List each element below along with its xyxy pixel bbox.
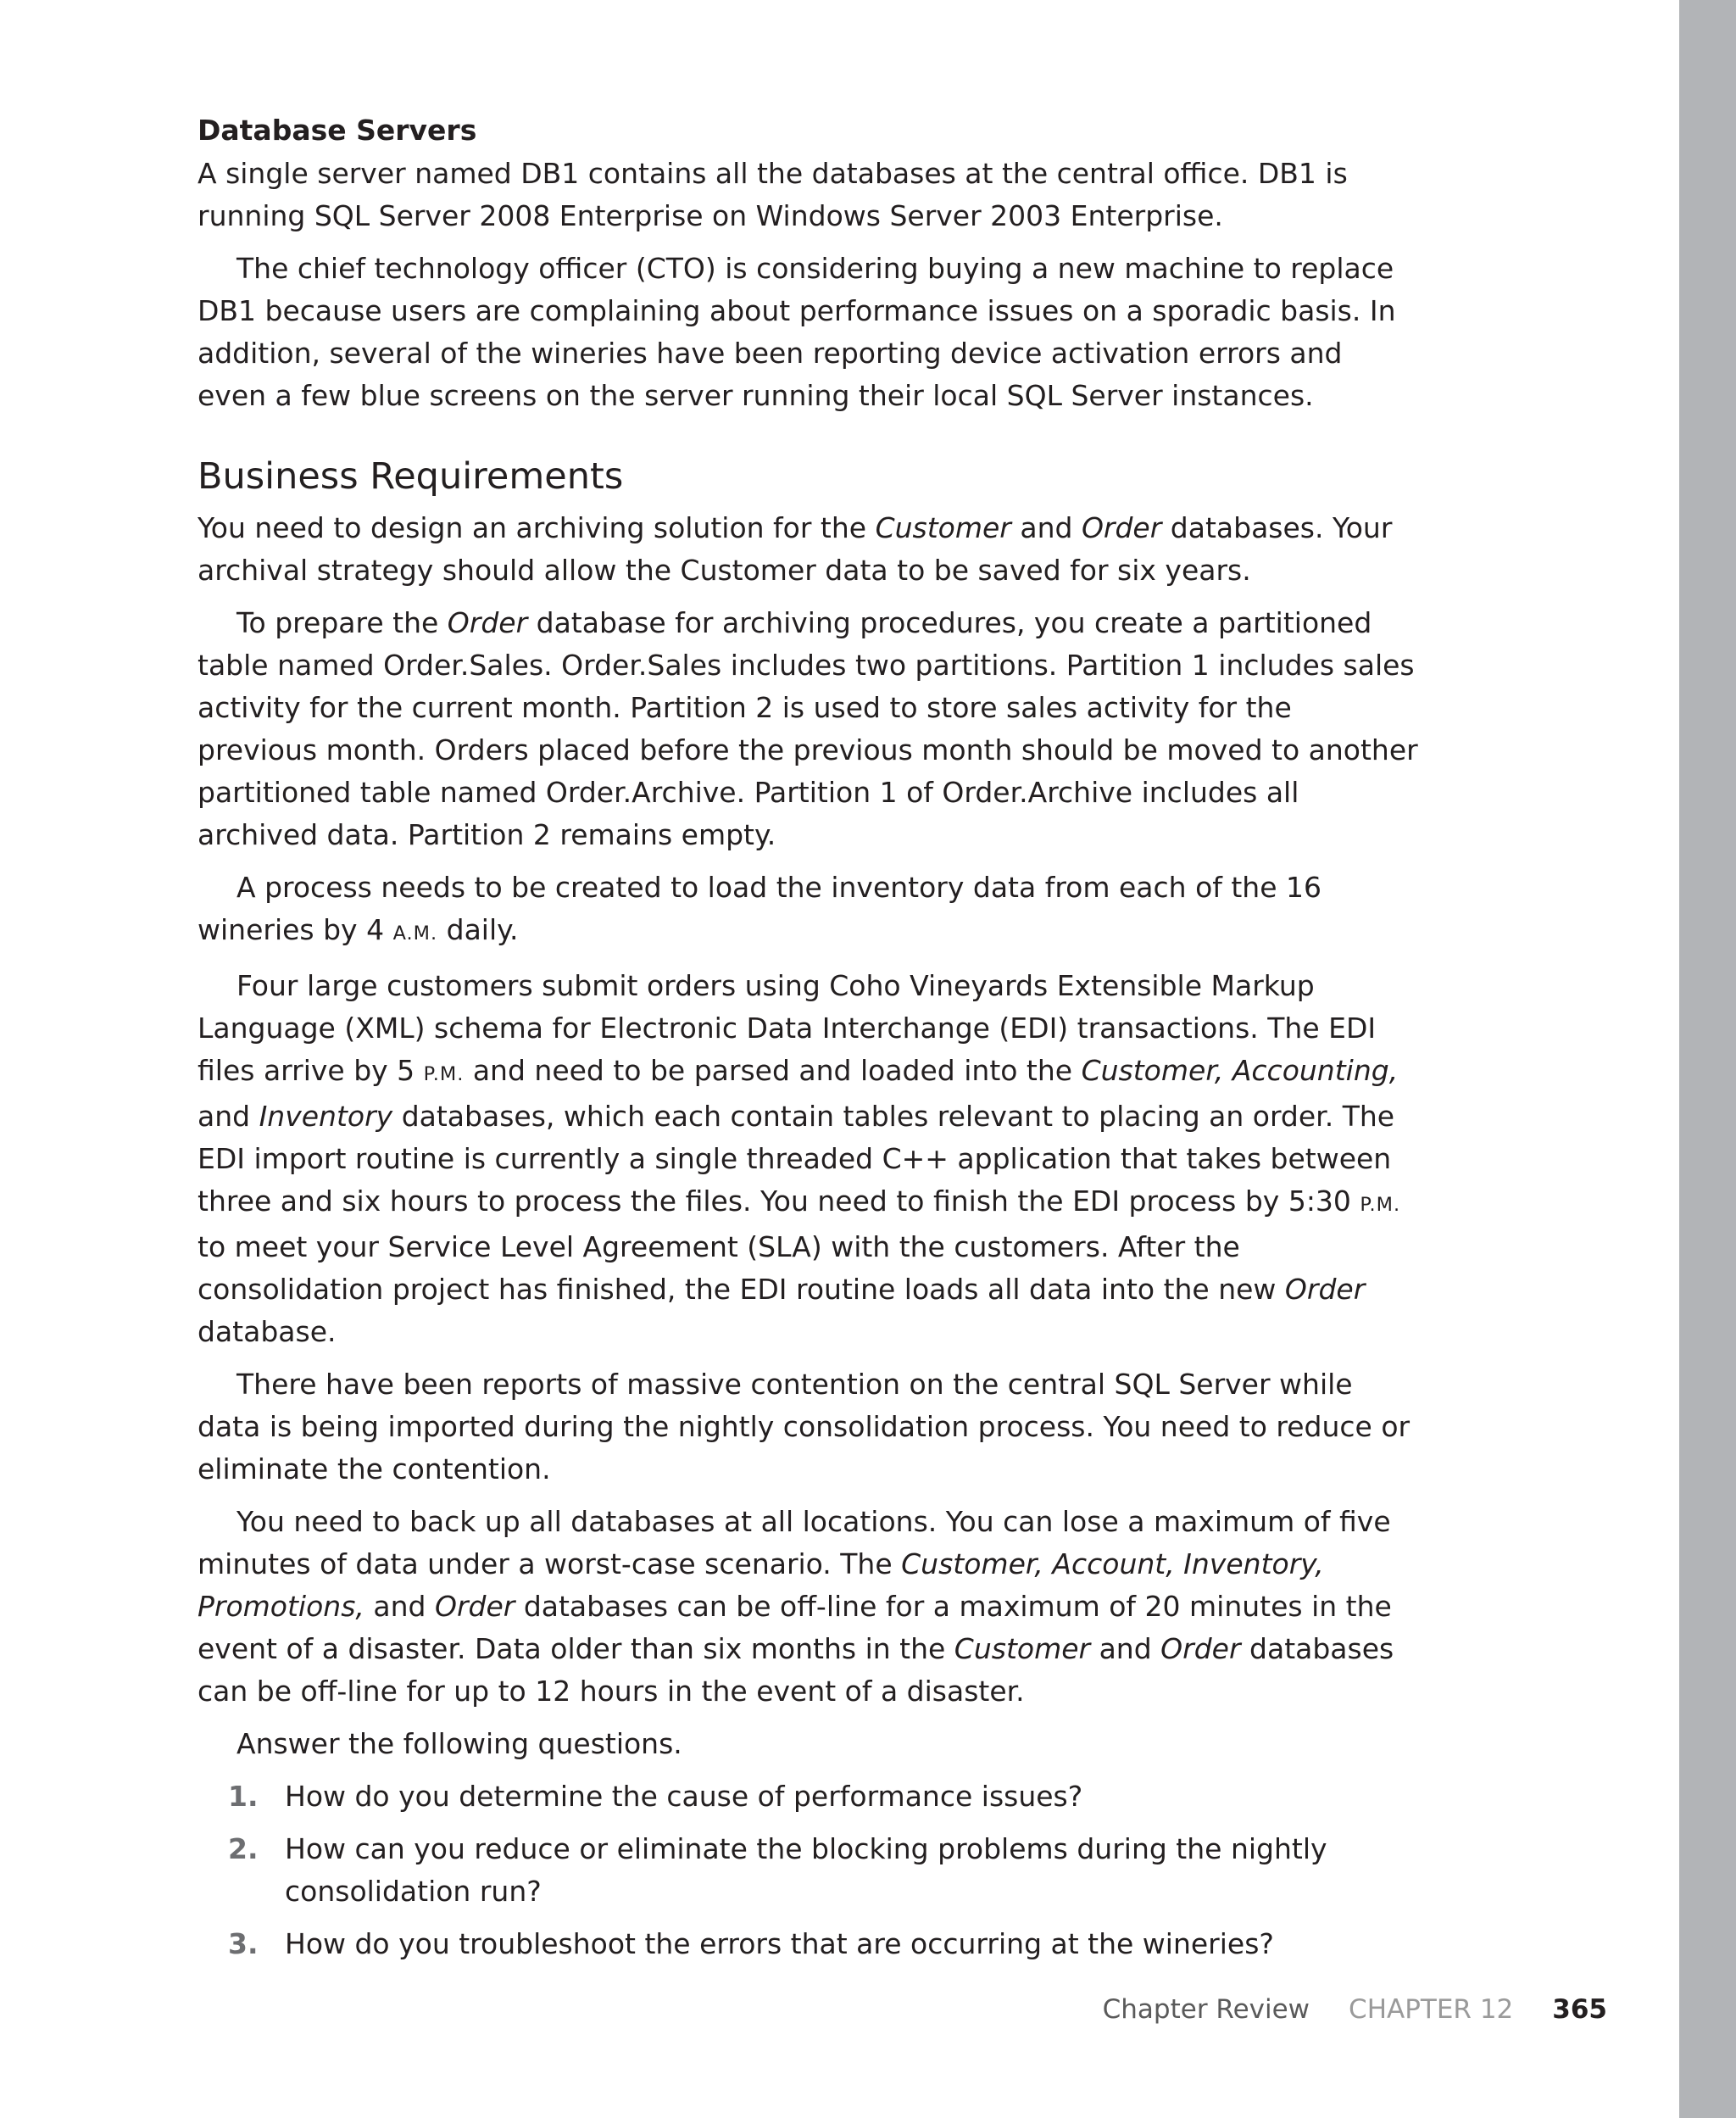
paragraph: The chief technology officer (CTO) is considering buying a new machine to replace DB1 because users are complaining about performance issues on a sporadic basis. In addition, several of the wineries have been reporting device activation errors and even a few blue screens on the server running their local SQL Server instances. xyxy=(198,252,1396,412)
footer-chapter: CHAPTER 12 xyxy=(1349,1994,1514,2025)
question-list xyxy=(198,1775,1418,1965)
list-item xyxy=(198,1775,1418,1818)
page-footer xyxy=(1103,1988,1607,2031)
page-edge-band xyxy=(1679,0,1736,2118)
list-item xyxy=(198,1923,1418,1965)
paragraph: You need to back up all databases at all locations. You can lose a maximum of five minutes of data under a worst-case scenario. The Customer, Account, Inventory, Promotions, and Order databases can be off-line for a maximum of 20 minutes in the event of a disaster. Data older than six months in the Customer and Order databases can be off-line for up to 12 hours in the event of a disaster. xyxy=(198,1505,1394,1708)
paragraph: A single server named DB1 contains all the databases at the central office. DB1 is running SQL Server 2008 Enterprise on Windows Server 2003 Enterprise. xyxy=(198,157,1348,232)
paragraph: To prepare the Order database for archiving procedures, you create a partitioned table named Order.Sales. Order.Sales includes two partitions. Partition 1 includes sales activity for the current month. Partition 2 is used to store sales activity for the previous month. Orders placed before the previous month should be moved to another partitioned table named Order.Archive. Partition 1 of Order.Archive includes all archived data. Partition 2 remains empty. xyxy=(198,606,1418,851)
paragraph: You need to design an archiving solution for the Customer and Order databases. Your archival strategy should allow the Customer data to be saved for six years. xyxy=(198,511,1393,587)
list-item xyxy=(198,1828,1418,1913)
list-number: 2. xyxy=(228,1832,259,1865)
list-number: 1. xyxy=(228,1780,259,1813)
footer-section-name: Chapter Review xyxy=(1102,1994,1310,2025)
paragraph: A process needs to be created to load the inventory data from each of the 16 wineries by 4 A.M. daily. xyxy=(198,871,1322,946)
paragraph: Answer the following questions. xyxy=(236,1727,682,1760)
section-heading: Database Servers xyxy=(198,114,477,147)
page-number: 365 xyxy=(1552,1994,1607,2025)
list-item-text: How do you troubleshoot the errors that are occurring at the wineries? xyxy=(285,1927,1274,1960)
list-item-text: How do you determine the cause of performance issues? xyxy=(285,1780,1083,1813)
section-heading: Business Requirements xyxy=(198,455,624,498)
paragraph: There have been reports of massive contention on the central SQL Server while data is being imported during the nightly consolidation process. You need to reduce or eliminate the contention. xyxy=(198,1368,1410,1485)
paragraph: Four large customers submit orders using Coho Vineyards Extensible Markup Language (XML) schema for Electronic Data Interchange (EDI) transactions. The EDI files arrive by 5 P.M. and need to be parsed and loaded into the Customer, Accounting, and Inventory databases, which each contain tables relevant to placing an order. The EDI import routine is currently a single threaded C++ application that takes between three and six hours to process the files. You need to finish the EDI process by 5:30 P.M. to meet your Service Level Agreement (SLA) with the customers. After the consolidation project has finished, the EDI routine loads all data into the new Order database. xyxy=(198,969,1401,1348)
list-item-text: How can you reduce or eliminate the blocking problems during the nightly consolidation run? xyxy=(285,1832,1327,1908)
list-number: 3. xyxy=(228,1927,259,1960)
page-content xyxy=(198,109,1418,1976)
